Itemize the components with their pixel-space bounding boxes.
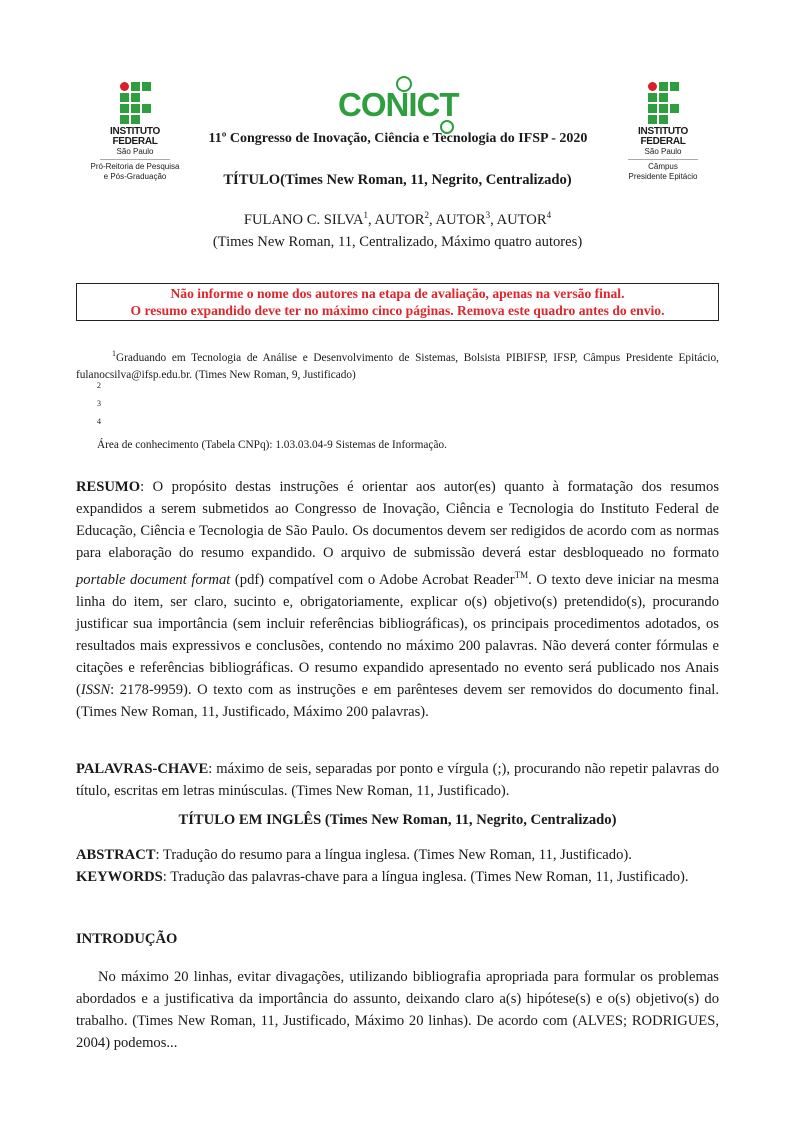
abstract-paragraph: ABSTRACT: Tradução do resumo para a língua inglesa. (Times New Roman, 11, Justificado).: [76, 847, 632, 863]
author-list: FULANO C. SILVA$^1$, AUTOR$^2$, AUTOR$^3$, AUTOR$^4$: [243, 210, 552, 228]
keywords-pt-paragraph: PALAVRAS-CHAVE: máximo de seis, separadas por ponto e vírgula (;), procurando não repetir palavras do título, escritas em letras minúsculas. (Times New Roman, 11, Justificado).: [76, 761, 719, 799]
conict-logo: CONICT: [338, 86, 459, 123]
intro-heading: INTRODUÇÃO: [76, 931, 178, 947]
intro-paragraph: No máximo 20 linhas, evitar divagações, utilizando bibliografia apropriada para formular os problemas abordados e a justificativa da importância do assunto, deixando claro a(s) hipótese(s) e o(s) objetivo(s) do trabalho. (Times New Roman, 11, Justificado, Máximo 20 linhas). De acordo com (ALVES; RODRIGUES, 2004) podemos...: [76, 969, 719, 1051]
warning-box: Não informe o nome dos autores na etapa de avaliação, apenas na versão final. O resumo expandido deve ter no máximo cinco páginas. Remova este quadro antes do envio.: [76, 283, 719, 321]
paper-title: TÍTULO(Times New Roman, 11, Negrito, Centralizado): [223, 172, 572, 188]
footnote-4: 4: [97, 417, 101, 426]
author-note: (Times New Roman, 11, Centralizado, Máximo quatro autores): [212, 234, 583, 250]
ifsp-logo-left: INSTITUTO FEDERAL São Paulo Pró-Reitoria de Pesquisa e Pós-Graduação: [90, 82, 180, 182]
congress-name: 11º Congresso de Inovação, Ciência e Tecnologia do IFSP - 2020: [208, 131, 588, 146]
conict-bulb-icon: [396, 76, 412, 92]
english-title: TÍTULO EM INGLÊS (Times New Roman, 11, Negrito, Centralizado): [178, 812, 617, 828]
resumo-paragraph: RESUMO: O propósito destas instruções é orientar aos autor(es) quanto à formatação dos resumos expandidos a serem submetidos ao Congresso de Inovação, Ciência e Tecnologia do Instituto Federal de Educação, Ciência e Tecnologia de São Paulo. Os documentos devem ser redigidos de acordo com as normas para elaboração do resumo expandido. O arquivo de submissão deverá estar desbloqueado no formato portable document format (pdf) compatível com o Adobe Acrobat Reader™. O texto deve iniciar na mesma linha do item, ser claro, sucinto e, obrigatoriamente, explicar o(s) objetivo(s) pretendido(s), procurando justificar sua importância (sem incluir referências bibliográficas), os principais procedimentos adotados, os resultados mais expressivos e conclusões, contendo no máximo 200 palavras. Não deverá conter fórmulas e citações e referências bibliográficas. O resumo expandido apresentado no evento será publicado nos Anais (ISSN: 2178-9959). O texto com as instruções e em parênteses devem ser removidos do documento final. (Times New Roman, 11, Justificado, Máximo 200 palavras).: [76, 479, 719, 720]
knowledge-area: Área de conhecimento (Tabela CNPq): 1.03.03.04-9 Sistemas de Informação.: [97, 439, 447, 451]
footnote-3: 3: [97, 399, 101, 408]
ifsp-emblem-icon: [120, 82, 151, 124]
footnote-1: $^1$Graduando em Tecnologia de Análise e Desenvolvimento de Sistemas, Bolsista PIBIFSP, IFSP, Câmpus Presidente Epitácio, fulanocsilva@ifsp.edu.br. (Times New Roman, 9, Justificado): [76, 349, 719, 382]
ifsp-emblem-icon: [648, 82, 679, 124]
keywords-en-paragraph: KEYWORDS: Tradução das palavras-chave para a língua inglesa. (Times New Roman, 11, Justificado).: [76, 869, 689, 885]
ifsp-logo-right: INSTITUTO FEDERAL São Paulo Câmpus Presidente Epitácio: [618, 82, 708, 182]
footnote-2: 2: [97, 381, 101, 390]
